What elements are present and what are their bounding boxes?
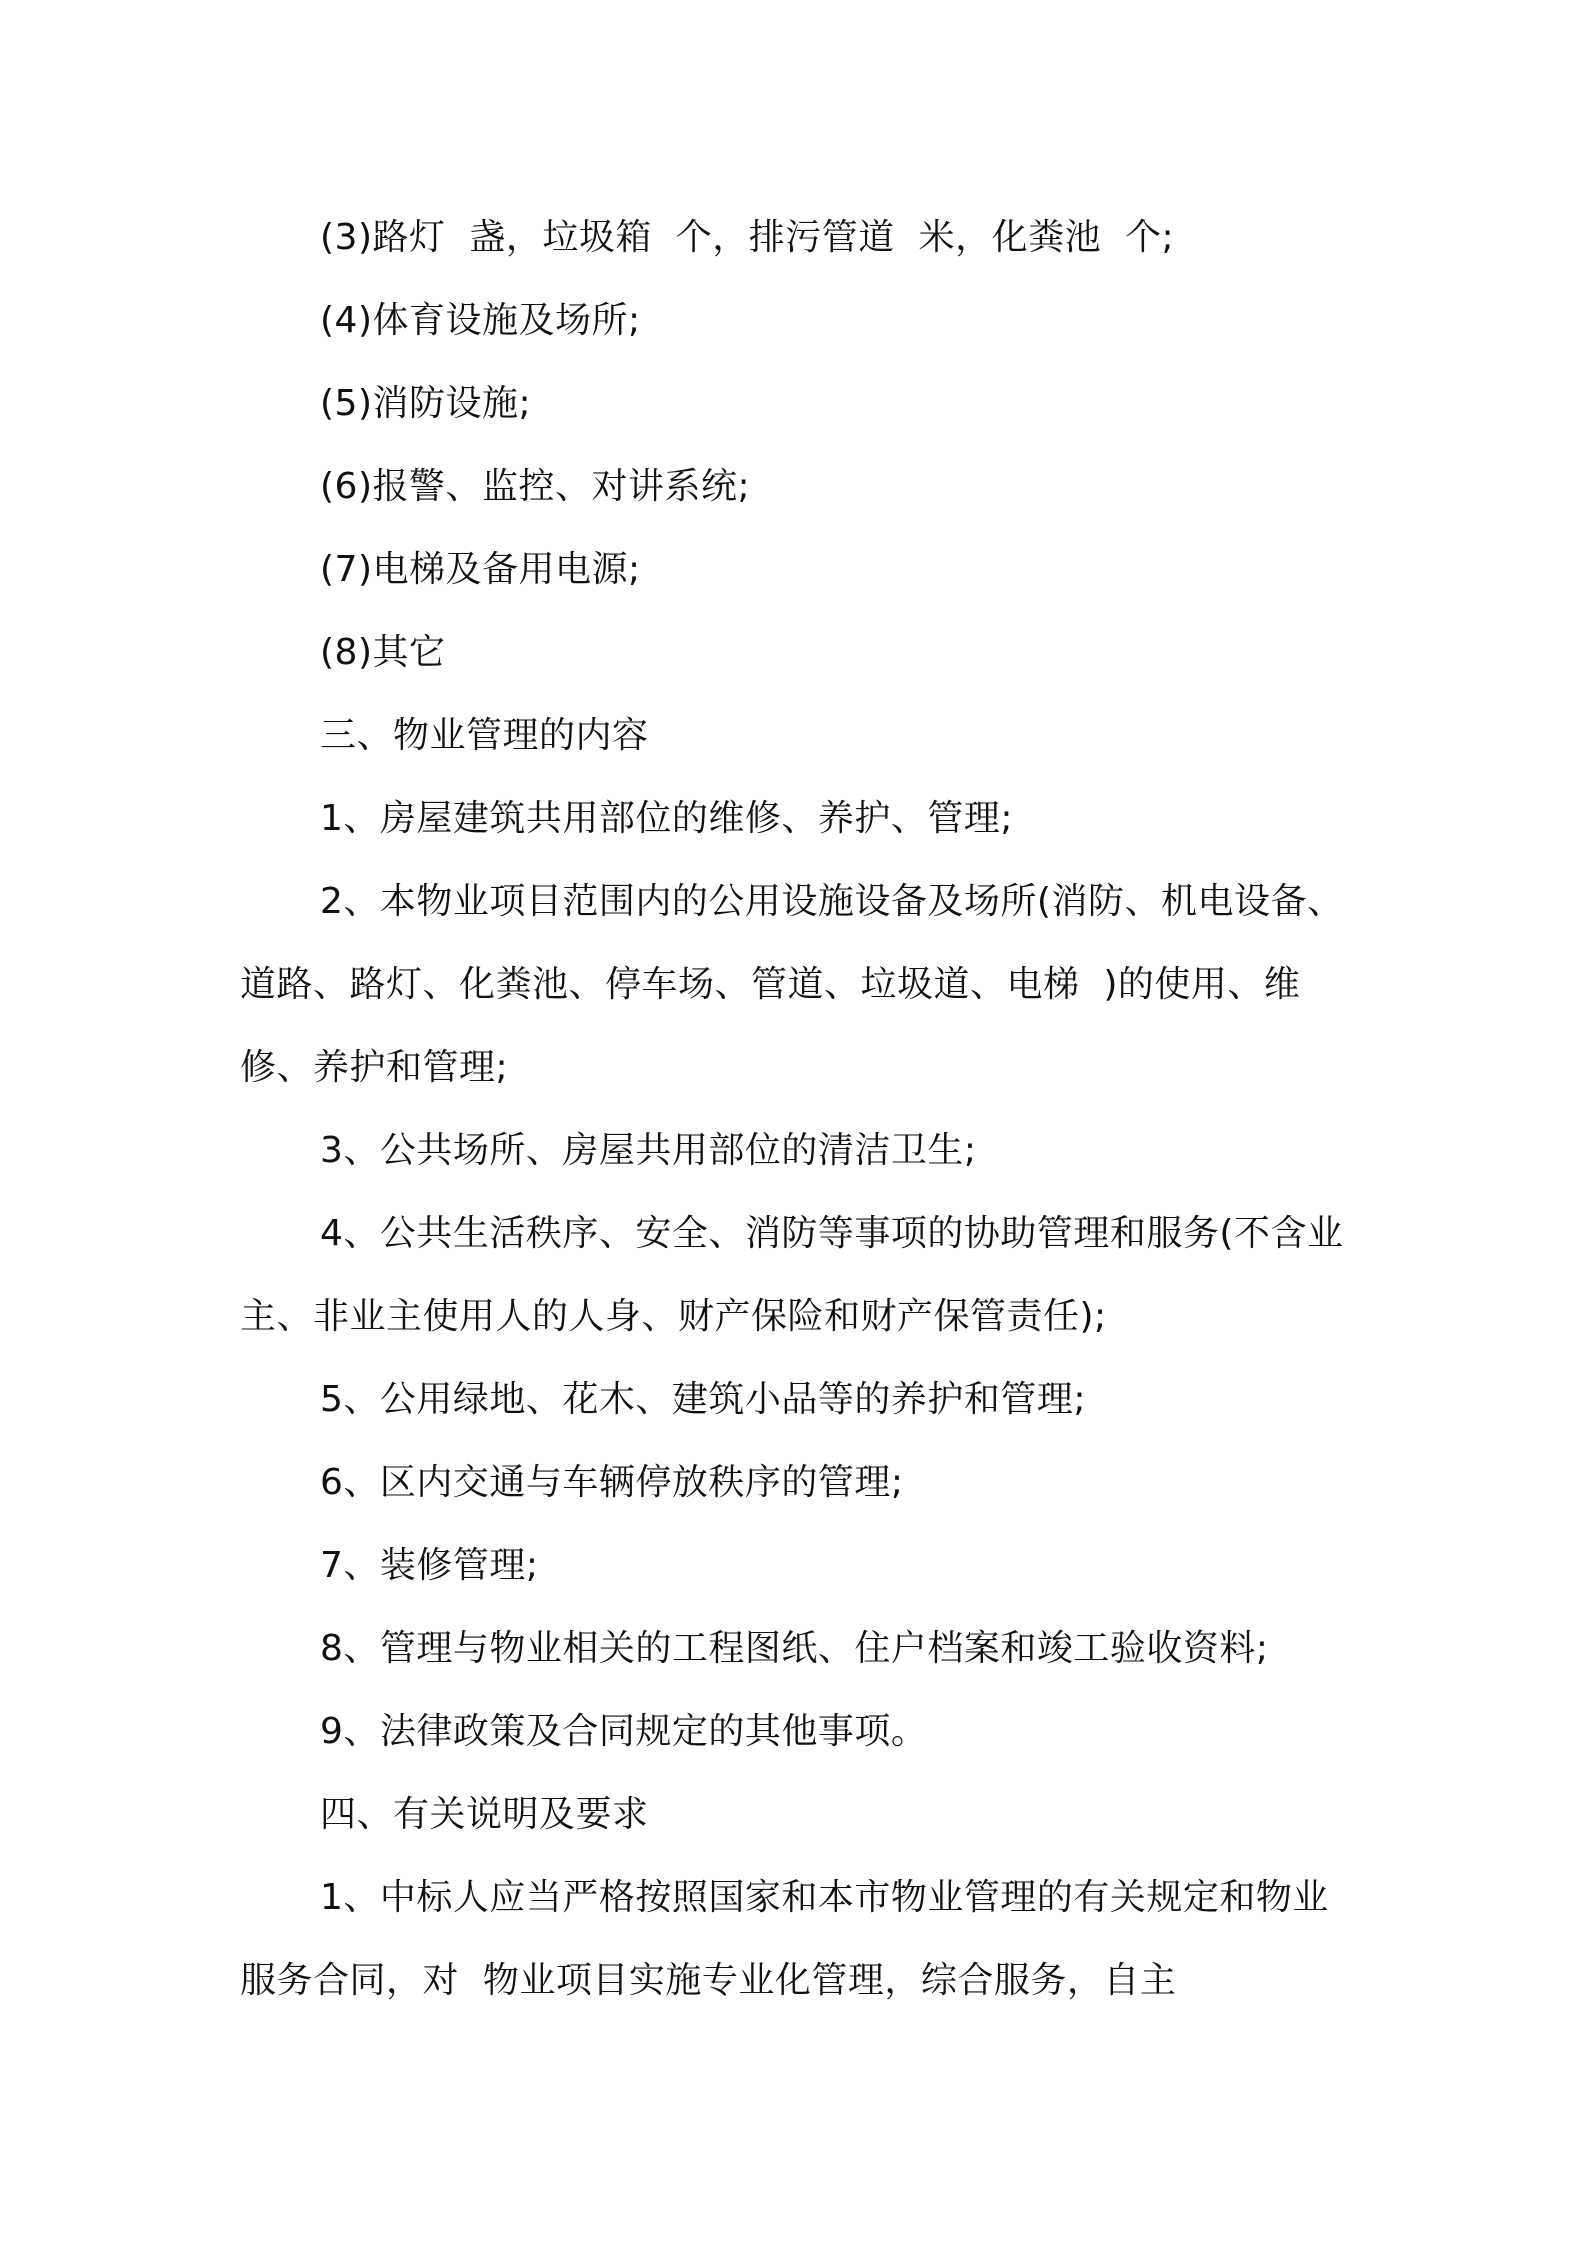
paragraph-content-3: 3、公共场所、房屋共用部位的清洁卫生; [320,1130,977,1171]
paragraph-item-3: (3)路灯 盏，垃圾箱 个，排污管道 米，化粪池 个; [320,217,1175,258]
paragraph-requirement-1: 1、中标人应当严格按照国家和本市物业管理的有关规定和物业服务合同，对 物业项目实施专业化管理，综合服务，自主 [240,1877,1329,2001]
paragraph-content-6: 6、区内交通与车辆停放秩序的管理; [320,1462,904,1503]
paragraph-item-5: (5)消防设施; [320,383,532,424]
paragraph-content-5: 5、公用绿地、花木、建筑小品等的养护和管理; [320,1379,1087,1420]
paragraph-content-8: 8、管理与物业相关的工程图纸、住户档案和竣工验收资料; [320,1628,1269,1669]
paragraph-content-1: 1、房屋建筑共用部位的维修、养护、管理; [320,798,1014,839]
paragraph-item-6: (6)报警、监控、对讲系统; [320,466,751,507]
paragraph-item-8: (8)其它 [320,632,446,673]
paragraph-item-4: (4)体育设施及场所; [320,300,641,341]
section-heading-3: 三、物业管理的内容 [320,715,649,756]
paragraph-content-7: 7、装修管理; [320,1545,539,1586]
paragraph-item-7: (7)电梯及备用电源; [320,549,641,590]
paragraph-content-9: 9、法律政策及合同规定的其他事项。 [320,1711,928,1752]
document-body [240,196,1352,2022]
paragraph-content-4: 4、公共生活秩序、安全、消防等事项的协助管理和服务(不含业主、非业主使用人的人身、财产保险和财产保管责任); [240,1213,1344,1337]
section-heading-4: 四、有关说明及要求 [320,1794,649,1835]
paragraph-content-2: 2、本物业项目范围内的公用设施设备及场所(消防、机电设备、道路、路灯、化粪池、停车场、管道、垃圾道、电梯 )的使用、维修、养护和管理; [240,881,1344,1088]
